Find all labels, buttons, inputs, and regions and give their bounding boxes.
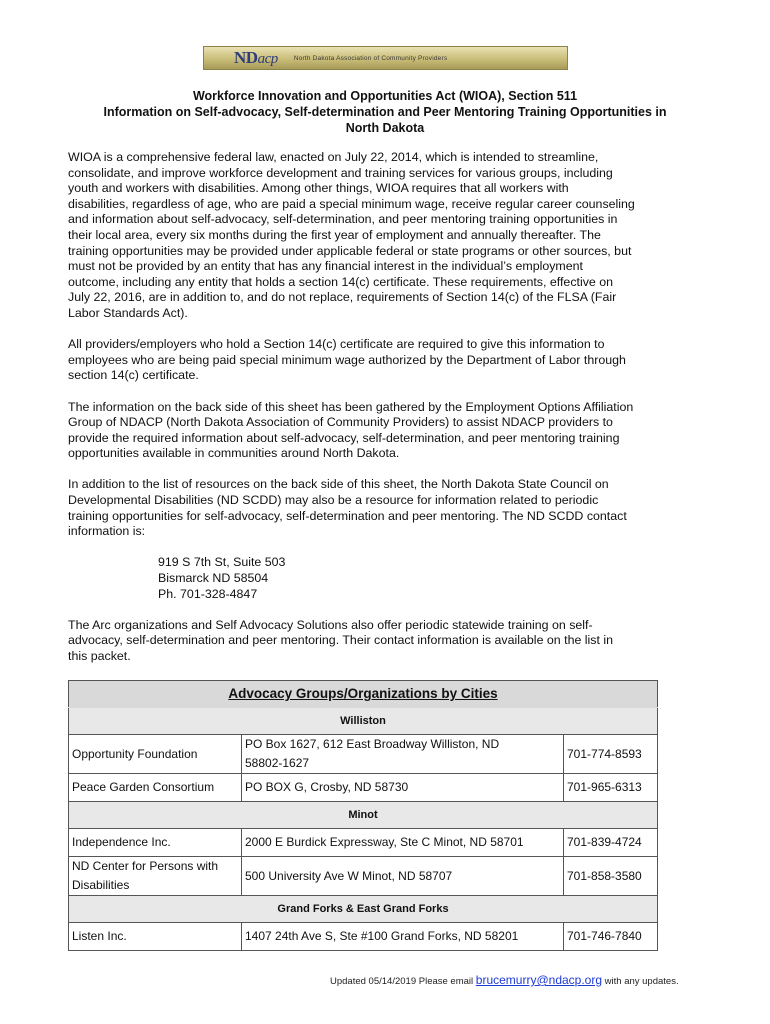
table-row bbox=[69, 829, 658, 857]
document-body bbox=[68, 150, 708, 680]
nd-scdd-address bbox=[158, 555, 708, 602]
city-row-williston bbox=[69, 708, 658, 735]
table-heading: Advocacy Groups/Organizations by Cities bbox=[69, 681, 658, 708]
org-address-line: 58802-1627 bbox=[245, 756, 310, 770]
org-name: Opportunity Foundation bbox=[69, 735, 242, 774]
text-line: and information about self-advocacy, self-determination, and peer mentoring training opportunities in bbox=[68, 212, 618, 227]
text-line: WIOA is a comprehensive federal law, enacted on July 22, 2014, which is intended to streamline, bbox=[68, 150, 599, 164]
org-name: Peace Garden Consortium bbox=[69, 774, 242, 802]
text-line: advocacy, self-determination and peer mentoring. Their contact information is available on the list in bbox=[68, 633, 614, 648]
footer-prefix: Updated 05/14/2019 Please email bbox=[330, 976, 476, 987]
text-line: Developmental Disabilities (ND SCDD) may also be a resource for information related to periodic bbox=[68, 493, 599, 508]
text-line: The Arc organizations and Self Advocacy Solutions also offer periodic statewide training on self- bbox=[68, 617, 593, 632]
table-row bbox=[69, 923, 658, 951]
text-line: this packet. bbox=[68, 649, 131, 663]
logo-text: North Dakota Association of Community Providers bbox=[293, 54, 448, 62]
org-name: Independence Inc. bbox=[69, 829, 242, 857]
org-address: 2000 E Burdick Expressway, Ste C Minot, ND 58701 bbox=[242, 829, 564, 857]
org-phone: 701-746-7840 bbox=[564, 923, 658, 951]
logo-mark: NDacp bbox=[234, 48, 278, 67]
table-row bbox=[69, 857, 658, 896]
text-line: section 14(c) certificate. bbox=[68, 368, 199, 383]
text-line: information is: bbox=[68, 524, 146, 539]
org-name bbox=[69, 857, 242, 896]
title-line-2: Information on Self-advocacy, Self-determination and Peer Mentoring Training Opportunities in bbox=[103, 105, 667, 119]
org-address: PO BOX G, Crosby, ND 58730 bbox=[242, 774, 564, 802]
footer-suffix: with any updates. bbox=[602, 976, 679, 987]
city-header: Grand Forks & East Grand Forks bbox=[69, 896, 658, 923]
city-header: Williston bbox=[69, 708, 658, 735]
table-row bbox=[69, 735, 658, 774]
org-address: 1407 24th Ave S, Ste #100 Grand Forks, ND 58201 bbox=[242, 923, 564, 951]
table-heading-row bbox=[69, 681, 658, 708]
text-line: All providers/employers who hold a Section 14(c) certificate are required to give this information to bbox=[68, 337, 605, 352]
org-address-line: PO Box 1627, 612 East Broadway Williston, ND bbox=[245, 737, 500, 751]
address-phone: Ph. 701-328-4847 bbox=[158, 586, 258, 601]
text-line: The information on the back side of this sheet has been gathered by the Employment Options Affiliation bbox=[68, 399, 634, 414]
text-line: opportunities available in communities around North Dakota. bbox=[68, 446, 400, 461]
ndacp-logo bbox=[203, 46, 568, 70]
text-line: training opportunities may be provided under applicable federal or state programs or other sources, but bbox=[68, 243, 632, 258]
text-line: disabilities, regardless of age, who are paid a special minimum wage, receive regular career counseling bbox=[68, 196, 635, 211]
text-line: employees who are being paid special minimum wage authorized by the Department of Labor through bbox=[68, 352, 626, 367]
org-name-line: ND Center for Persons with bbox=[72, 859, 219, 873]
paragraph-providers bbox=[68, 337, 708, 384]
paragraph-arc-organizations bbox=[68, 618, 708, 665]
paragraph-back-side-info bbox=[68, 400, 708, 462]
text-line: their local area, every six months during the first year of employment and annually thereafter. The bbox=[68, 227, 601, 242]
advocacy-groups-table bbox=[68, 680, 658, 951]
text-line: Labor Standards Act). bbox=[68, 305, 188, 320]
title-line-1: Workforce Innovation and Opportunities Act (WIOA), Section 511 bbox=[192, 89, 578, 103]
text-line: provide the required information about self-advocacy, self-determination, and peer mentoring training bbox=[68, 430, 620, 445]
address-line: Bismarck ND 58504 bbox=[158, 571, 269, 586]
org-phone: 701-965-6313 bbox=[564, 774, 658, 802]
city-row-grand-forks bbox=[69, 896, 658, 923]
paragraph-nd-scdd bbox=[68, 477, 708, 539]
title-line-3: North Dakota bbox=[345, 121, 425, 135]
paragraph-wioa-intro bbox=[68, 150, 708, 322]
text-line: consolidate, and improve workforce development and training services for various groups, including bbox=[68, 165, 613, 180]
address-line: 919 S 7th St, Suite 503 bbox=[158, 555, 286, 570]
text-line: In addition to the list of resources on the back side of this sheet, the North Dakota State Council on bbox=[68, 477, 609, 492]
text-line: outcome, including any entity that holds a section 14(c) certificate. These requirements, effective on bbox=[68, 274, 614, 289]
org-phone: 701-858-3580 bbox=[564, 857, 658, 896]
text-line: training opportunities for self-advocacy, self-determination and peer mentoring. The ND SCDD contact bbox=[68, 508, 627, 523]
org-address bbox=[242, 735, 564, 774]
contact-email-link[interactable]: brucemurry@ndacp.org bbox=[475, 973, 603, 987]
footer-update-note bbox=[330, 973, 679, 987]
text-line: must not be provided by an entity that has any financial interest in the individual’s employment bbox=[68, 259, 583, 274]
city-row-minot bbox=[69, 802, 658, 829]
text-line: Group of NDACP (North Dakota Association of Community Providers) to assist NDACP providers to bbox=[68, 415, 613, 430]
org-phone: 701-774-8593 bbox=[564, 735, 658, 774]
city-header: Minot bbox=[69, 802, 658, 829]
text-line: youth and workers with disabilities. Among other things, WIOA requires that all workers with bbox=[68, 181, 569, 196]
document-title bbox=[40, 88, 730, 136]
org-phone: 701-839-4724 bbox=[564, 829, 658, 857]
org-name: Listen Inc. bbox=[69, 923, 242, 951]
text-line: July 22, 2016, are in addition to, and do not replace, requirements of Section 14(c) of the FLSA (Fair bbox=[68, 290, 617, 305]
org-address: 500 University Ave W Minot, ND 58707 bbox=[242, 857, 564, 896]
org-name-line: Disabilities bbox=[72, 878, 130, 892]
table-row bbox=[69, 774, 658, 802]
